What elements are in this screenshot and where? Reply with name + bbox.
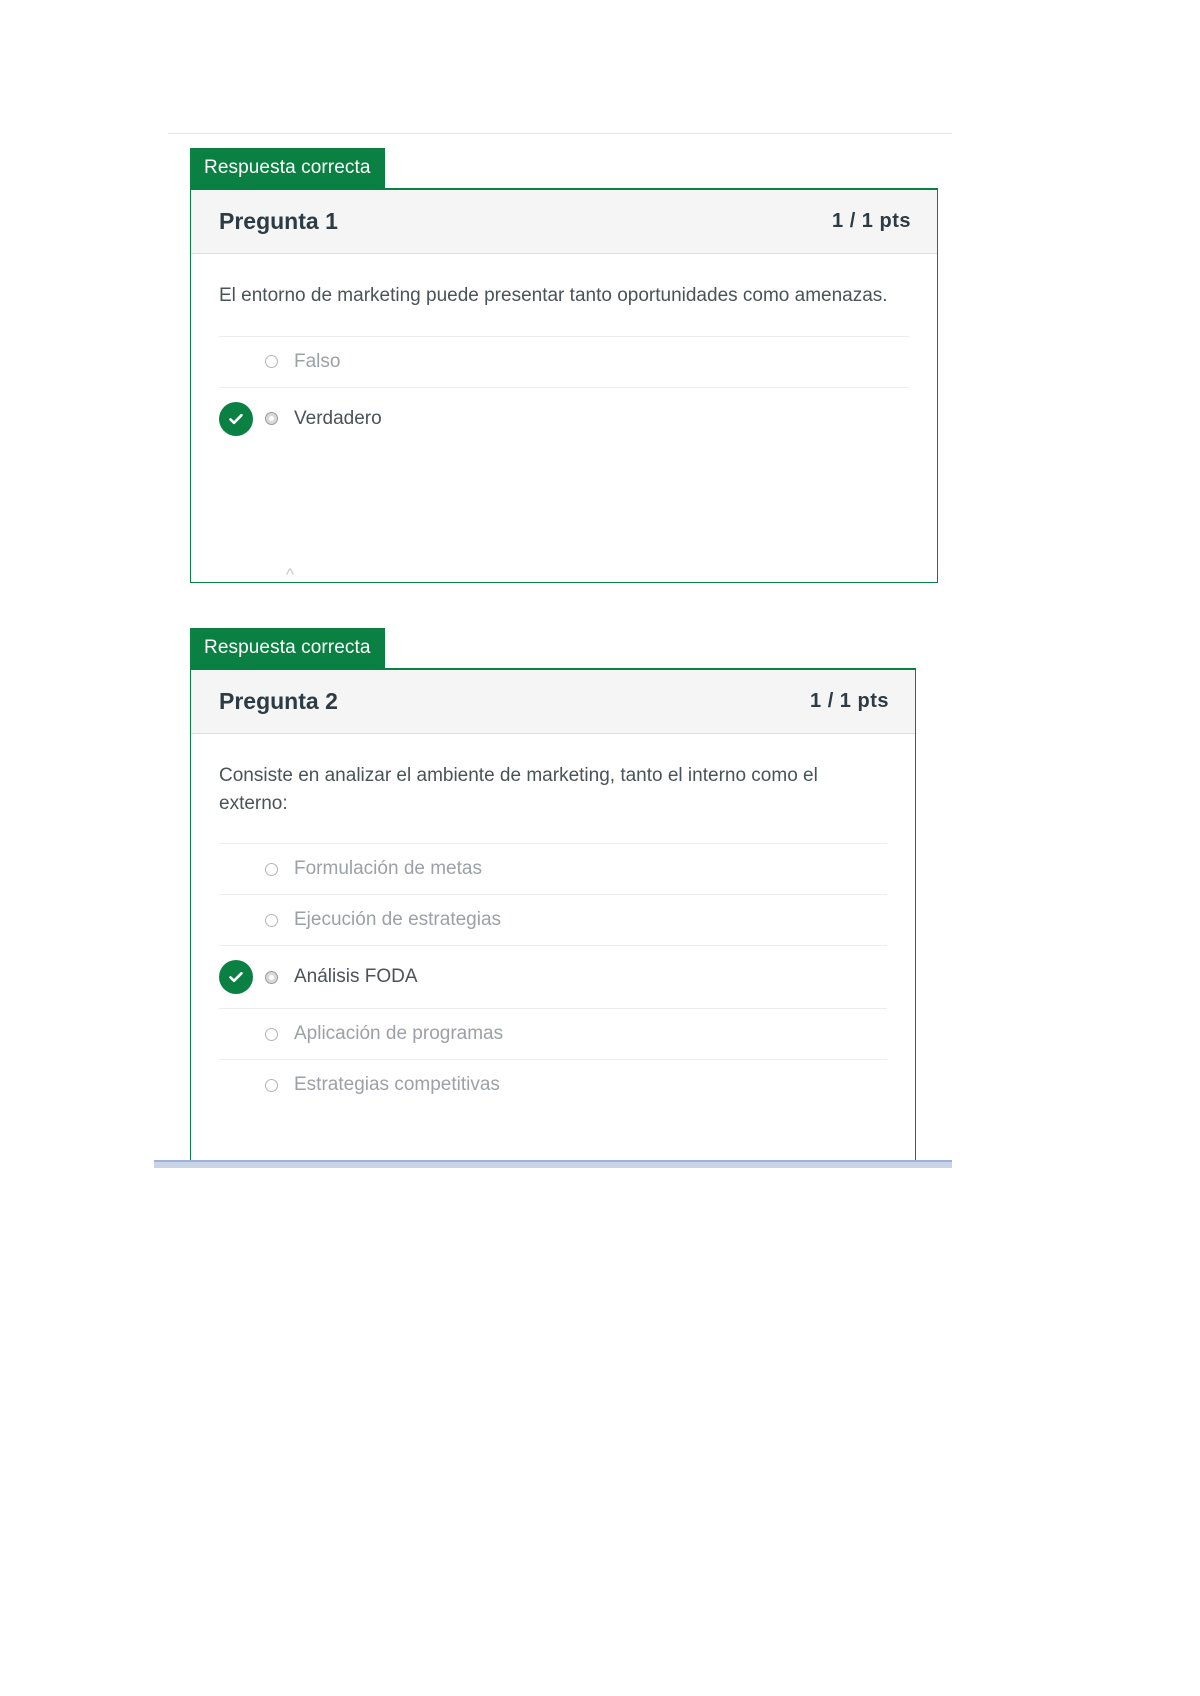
answer-option-row[interactable]	[219, 843, 887, 894]
correct-answer-flag: Respuesta correcta	[190, 148, 385, 188]
answer-option-label: Análisis FODA	[294, 966, 418, 988]
question-1-card	[190, 188, 938, 583]
answer-option-label: Formulación de metas	[294, 858, 482, 880]
answer-option-label: Ejecución de estrategias	[294, 909, 502, 931]
radio-button[interactable]	[265, 863, 278, 876]
answer-option-row[interactable]	[219, 1008, 887, 1059]
question-1-prompt: El entorno de marketing puede presentar tanto oportunidades como amenazas.	[219, 285, 888, 306]
page-edge-band	[154, 1162, 952, 1168]
question-2-answers	[219, 843, 887, 1110]
check-slot	[219, 960, 265, 994]
radio-button[interactable]	[265, 914, 278, 927]
answer-option-label: Falso	[294, 350, 341, 372]
answer-option-row[interactable]	[219, 1059, 887, 1110]
question-1-body	[191, 254, 937, 450]
question-2-header	[191, 670, 915, 734]
radio-button[interactable]	[265, 1028, 278, 1041]
radio-button[interactable]	[265, 412, 278, 425]
caret-up-icon: ^	[286, 565, 294, 584]
answer-option-label: Estrategias competitivas	[294, 1074, 500, 1096]
question-card-2	[190, 628, 916, 1161]
answer-option-row[interactable]	[219, 894, 887, 945]
question-card-1	[190, 148, 938, 583]
answer-option-row[interactable]	[219, 387, 909, 450]
question-2-body	[191, 734, 915, 1110]
answer-option-row[interactable]	[219, 945, 887, 1008]
question-2-card	[190, 668, 916, 1161]
radio-button[interactable]	[265, 971, 278, 984]
question-2-points: 1 / 1 pts	[810, 690, 889, 712]
check-icon	[219, 402, 253, 436]
radio-button[interactable]	[265, 355, 278, 368]
answer-option-row[interactable]	[219, 336, 909, 387]
answer-option-label: Aplicación de programas	[294, 1023, 504, 1045]
question-1-header	[191, 190, 937, 254]
top-divider	[168, 133, 952, 134]
check-slot	[219, 402, 265, 436]
check-icon	[219, 960, 253, 994]
question-2-prompt: Consiste en analizar el ambiente de marketing, tanto el interno como el externo:	[219, 765, 818, 814]
radio-button[interactable]	[265, 1079, 278, 1092]
question-1-answers	[219, 336, 909, 450]
question-1-title: Pregunta 1	[219, 208, 338, 234]
question-2-title: Pregunta 2	[219, 688, 338, 714]
question-1-points: 1 / 1 pts	[832, 210, 911, 232]
answer-option-label: Verdadero	[294, 407, 382, 429]
correct-answer-flag: Respuesta correcta	[190, 628, 385, 668]
